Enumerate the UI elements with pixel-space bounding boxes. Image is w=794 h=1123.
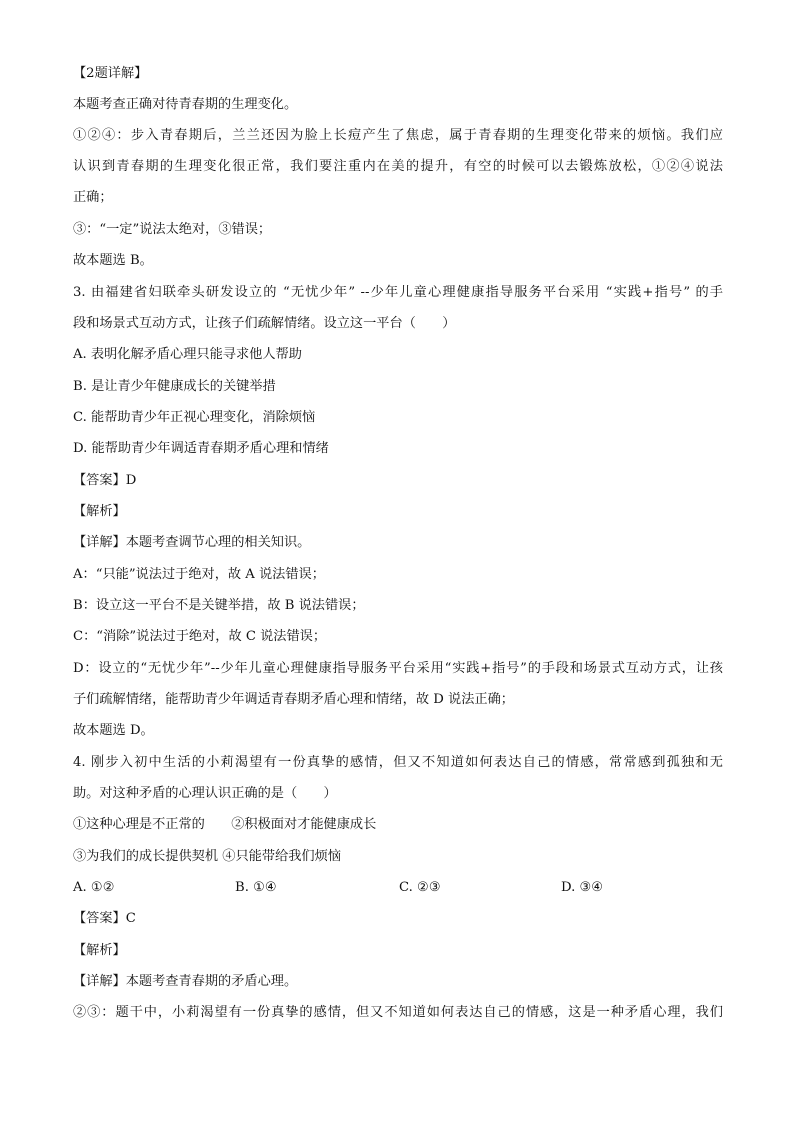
question-4-stem: 4. 刚步入初中生活的小莉渴望有一份真挚的感情，但又不知道如何表达自己的情感，常常感到孤独和无 (73, 755, 723, 770)
analysis-label: 【解析】 (73, 504, 126, 519)
text-line: 故本题选 B。 (73, 253, 153, 268)
text-line: ①②④：步入青春期后，兰兰还因为脸上长痘产生了焦虑，属于青春期的生理变化带来的烦恼。我们应 (73, 128, 723, 143)
text-line: ②③：题干中，小莉渴望有一份真挚的感情，但又不知道如何表达自己的情感，这是一种矛盾心理，我们 (73, 1005, 723, 1020)
text-line: 【详解】本题考查调节心理的相关知识。 (73, 535, 311, 550)
text-line: B：设立这一平台不是关键举措，故 B 说法错误； (73, 598, 365, 613)
text-line: A：“只能”说法过于绝对，故 A 说法错误； (73, 567, 325, 582)
text-line: ③：“一定”说法太绝对，③错误； (73, 222, 272, 237)
statement-line: ①这种心理是不正常的 ②积极面对才能健康成长 (73, 817, 377, 832)
text-line: 【详解】本题考查青春期的矛盾心理。 (73, 974, 298, 989)
question-4-stem: 助。对这种矛盾的心理认识正确的是（ ） (73, 786, 337, 801)
text-line: 本题考查正确对待青春期的生理变化。 (73, 97, 298, 112)
question-3-stem: 段和场景式互动方式，让孩子们疏解情绪。设立这一平台（ ） (73, 316, 456, 331)
option-c: C. ②③ (399, 880, 441, 895)
text-line: 认识到青春期的生理变化很正常，我们要注重内在美的提升，有空的时候可以去锻炼放松，①②④说法 (73, 159, 723, 174)
answer-label: 【答案】C (73, 911, 136, 926)
answer-label: 【答案】D (73, 473, 137, 488)
option-d: D. 能帮助青少年调适青春期矛盾心理和情绪 (73, 441, 329, 456)
text-line: 故本题选 D。 (73, 723, 154, 738)
option-b: B. 是让青少年健康成长的关键举措 (73, 379, 276, 394)
option-a: A. ①② (73, 880, 115, 895)
option-d: D. ③④ (561, 880, 604, 895)
text-line: C：“消除”说法过于绝对，故 C 说法错误； (73, 629, 327, 644)
statement-line: ③为我们的成长提供契机 ④只能带给我们烦恼 (73, 849, 341, 864)
section-header: 【2题详解】 (73, 66, 148, 81)
text-line: D：设立的“无忧少年”--少年儿童心理健康指导服务平台采用“实践+指号”的手段和场景式互动方式，让孩 (73, 661, 723, 676)
analysis-label: 【解析】 (73, 943, 126, 958)
text-line: 子们疏解情绪，能帮助青少年调适青春期矛盾心理和情绪，故 D 说法正确； (73, 692, 514, 707)
options-row (73, 878, 723, 898)
option-c: C. 能帮助青少年正视心理变化，消除烦恼 (73, 410, 316, 425)
option-b: B. ①④ (235, 880, 277, 895)
option-a: A. 表明化解矛盾心理只能寻求他人帮助 (73, 347, 302, 362)
text-line: 正确； (73, 190, 113, 205)
question-3-stem: 3. 由福建省妇联牵头研发设立的 “无忧少年” --少年儿童心理健康指导服务平台采用 “实践+指号” 的手 (73, 285, 723, 300)
